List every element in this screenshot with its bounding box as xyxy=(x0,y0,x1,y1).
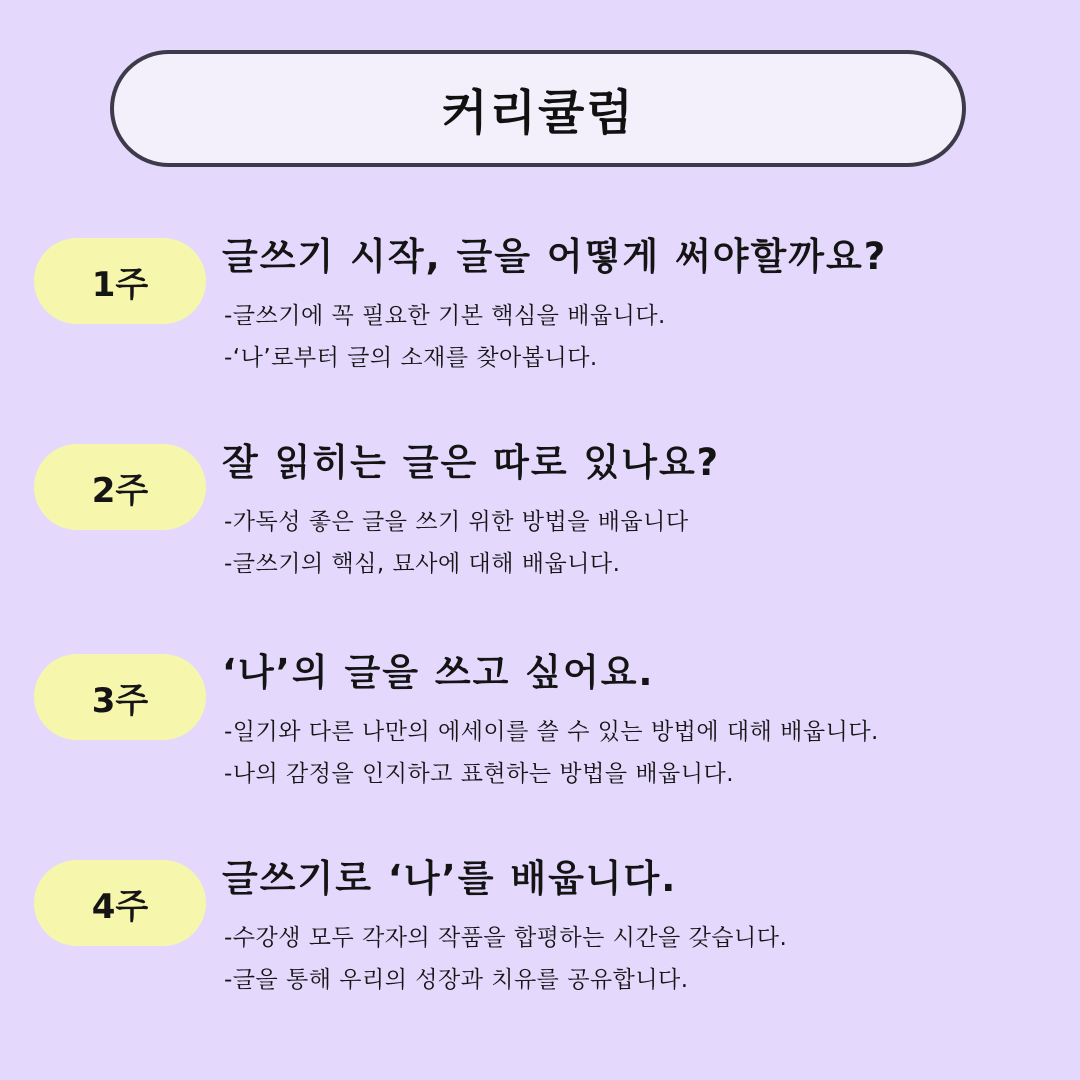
week-description-line: -글을 통해 우리의 성장과 치유를 공유합니다. xyxy=(224,967,689,993)
week-description-line: -글쓰기의 핵심, 묘사에 대해 배웁니다. xyxy=(224,551,621,577)
week-description-line: -나의 감정을 인지하고 표현하는 방법을 배웁니다. xyxy=(224,761,735,787)
week-section-2 xyxy=(0,441,1080,614)
week-badge: 3주 xyxy=(34,654,206,740)
title-pill xyxy=(110,50,966,167)
week-heading: 글쓰기 시작, 글을 어떻게 써야할까요? xyxy=(222,235,888,278)
week-badge: 1주 xyxy=(34,238,206,324)
week-heading: 잘 읽히는 글은 따로 있나요? xyxy=(222,441,721,484)
week-heading: 글쓰기로 ‘나’를 배웁니다. xyxy=(222,857,678,900)
page-title: 커리큘럼 xyxy=(441,85,635,141)
week-description-line: -글쓰기에 꼭 필요한 기본 핵심을 배웁니다. xyxy=(224,303,666,329)
week-description-line: -수강생 모두 각자의 작품을 합평하는 시간을 갖습니다. xyxy=(224,925,788,951)
week-section-4 xyxy=(0,857,1080,1030)
week-description-line: -일기와 다른 나만의 에세이를 쓸 수 있는 방법에 대해 배웁니다. xyxy=(224,719,879,745)
week-section-3 xyxy=(0,651,1080,824)
week-description-line: -가독성 좋은 글을 쓰기 위한 방법을 배웁니다 xyxy=(224,509,689,535)
week-heading: ‘나’의 글을 쓰고 싶어요. xyxy=(222,651,655,694)
week-description-line: -‘나’로부터 글의 소재를 찾아봅니다. xyxy=(224,345,598,371)
week-badge: 4주 xyxy=(34,860,206,946)
week-badge: 2주 xyxy=(34,444,206,530)
week-section-1 xyxy=(0,235,1080,408)
